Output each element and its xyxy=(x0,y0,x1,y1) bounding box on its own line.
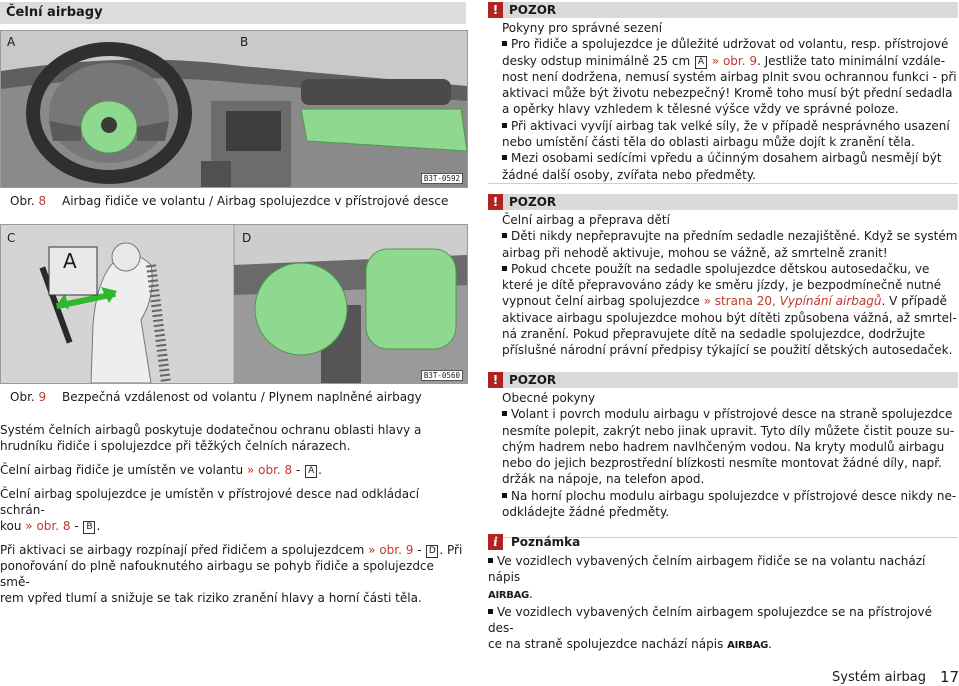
text: , xyxy=(772,294,780,309)
text: aktivaci může být životu nebezpečný! Kromě toho musí být přední sedadla xyxy=(502,86,953,101)
text: Ve vozidlech vybavených čelním airbagem řidiče se na volantu nachází nápis xyxy=(488,554,926,585)
bullet-icon xyxy=(502,411,507,416)
caption-text: Bezpečná vzdálenost od volantu / Plynem naplněné airbagy xyxy=(62,390,422,404)
figure-link[interactable]: » obr. 9 xyxy=(707,53,758,68)
text: a opěrky hlavy vzhledem k tělesné výšce vždy ve správné poloze. xyxy=(502,102,899,117)
warning-content xyxy=(488,18,958,184)
text: vypnout čelní airbag spolujezdce xyxy=(502,294,704,309)
note-content xyxy=(488,550,958,655)
text: které je dítě přepravováno zády ke směru jízdy, je bezpodmínečně nutné xyxy=(502,278,942,293)
note-title: Poznámka xyxy=(511,535,581,549)
text: kou xyxy=(0,519,26,533)
text: žádné další osoby, zvířata nebo předměty. xyxy=(502,167,756,182)
text: nost není dodržena, nemusí systém airbag plnit svou ochrannou funkci - při xyxy=(502,69,957,84)
caption-text: Airbag řidiče ve volantu / Airbag spolujezdce v přístrojové desce xyxy=(62,194,449,208)
figure-label-d: D xyxy=(242,231,252,245)
figure-inner-label-a: A xyxy=(63,249,77,273)
text: nebo umístění části těla do oblasti airbagu může dojít k zranění těla. xyxy=(502,135,915,150)
bullet-icon xyxy=(502,41,507,46)
dashboard-illustration xyxy=(1,31,467,187)
text: Čelní airbag řidiče je umístěn ve volantu xyxy=(0,463,247,477)
figure-label-b: B xyxy=(240,35,249,49)
figure-ref-box: A xyxy=(305,465,317,478)
figure-link[interactable]: » obr. 8 xyxy=(25,519,71,533)
text: - xyxy=(70,519,83,533)
figure-8-caption xyxy=(10,194,466,208)
warning-header xyxy=(488,2,958,18)
bullet-icon xyxy=(502,123,507,128)
info-icon: i xyxy=(488,534,503,550)
text: desky odstup minimálně 25 cm xyxy=(502,53,694,68)
warning-box-3 xyxy=(488,372,958,538)
paragraph-4 xyxy=(0,542,466,606)
caption-prefix: Obr. xyxy=(10,390,39,404)
text: chým hadrem nebo hadrem navlhčeným vodou. Na kryty modulů airbagu xyxy=(502,439,945,454)
text: aktivace airbagu spolujezdce mohou být dítěti způsobena vážná, až smrtel- xyxy=(502,310,957,325)
figure-label-a: A xyxy=(7,35,16,49)
figure-9 xyxy=(0,224,468,384)
text: Pro řidiče a spolujezdce je důležité udržovat od volantu, resp. přístrojové xyxy=(511,37,949,52)
figure-link[interactable]: » obr. 8 xyxy=(246,463,293,477)
text: Na horní plochu modulu airbagu spolujezdce v přístrojové desce nikdy ne- xyxy=(511,488,957,503)
exclamation-icon: ! xyxy=(488,194,503,210)
text: Při aktivaci se airbagy rozpínají před řidičem a spolujezdcem xyxy=(0,543,369,557)
text: Pokud chcete použít na sedadle spolujezdce dětskou autosedačku, ve xyxy=(511,261,930,276)
page-link[interactable]: » strana 20 xyxy=(703,294,773,309)
warning-content xyxy=(488,210,958,376)
caption-number: 8 xyxy=(38,194,47,208)
text: držák na nápoje, na telefon apod. xyxy=(502,472,705,487)
warning-subtitle: Obecné pokyny xyxy=(502,391,596,405)
caption-prefix: Obr. xyxy=(10,194,39,208)
text: airbag při nehodě aktivuje, mohou se vážně, až smrtelně zranit! xyxy=(502,245,888,260)
page-number: 17 xyxy=(940,668,959,686)
warning-title: POZOR xyxy=(509,373,557,387)
figure-ref-box: A xyxy=(695,56,707,69)
bullet-icon xyxy=(502,493,507,498)
paragraph-1: Systém čelních airbagů poskytuje dodatečnou ochranu oblasti hlavy a hrudníku řidiče i spolujezdce při těžkých čelních nárazech. xyxy=(0,423,422,453)
warning-title: POZOR xyxy=(509,195,557,209)
text: Volant i povrch modulu airbagu v přístrojové desce na straně spolujezdce xyxy=(511,407,953,422)
airbag-label: AIRBAG xyxy=(488,589,529,601)
paragraph-2 xyxy=(0,462,466,478)
text: ná zranění. Pokud přepravujete dítě na sedadle spolujezdce, dodržujte xyxy=(502,327,926,342)
text: Ve vozidlech vybavených čelním airbagem spolujezdce se na přístrojové des- xyxy=(488,604,932,636)
note-box xyxy=(488,534,958,655)
text: rem vpřed tlumí a snižuje se tak riziko zranění hlavy a horní části těla. xyxy=(0,591,422,605)
text: . Jestliže tato minimální vzdále- xyxy=(757,53,946,68)
section-header xyxy=(0,2,466,24)
text: . xyxy=(768,637,772,652)
warning-box-2 xyxy=(488,194,958,376)
bullet-icon xyxy=(502,155,507,160)
bullet-icon xyxy=(502,266,507,271)
page-link-title[interactable]: Vypínání airbagů xyxy=(779,294,882,309)
text: Děti nikdy nepřepravujte na předním sedadle nezajištěné. Když se systém xyxy=(511,229,958,244)
text: příslušné národní právní předpisy týkající se použití dětských autosedaček. xyxy=(502,343,953,358)
figure-ref-box: B xyxy=(83,521,95,534)
figure-9-caption xyxy=(10,390,466,404)
warning-header xyxy=(488,194,958,210)
text: Při aktivaci vyvíjí airbag tak velké síly, že v případě nesprávného usazení xyxy=(511,118,950,133)
warning-header xyxy=(488,372,958,388)
warning-content xyxy=(488,388,958,538)
figure-code: B3T-0592 xyxy=(421,173,463,184)
bullet-icon xyxy=(488,609,493,614)
warning-subtitle: Čelní airbag a přeprava dětí xyxy=(502,213,670,227)
body-text xyxy=(0,422,466,606)
exclamation-icon: ! xyxy=(488,372,503,388)
text: . V případě xyxy=(881,294,947,309)
figure-label-c: C xyxy=(7,231,16,245)
exclamation-icon: ! xyxy=(488,2,503,18)
note-header xyxy=(488,534,958,550)
text: nesmíte polepit, zakrýt nebo jinak upravit. Tyto díly můžete čistit pouze su- xyxy=(502,423,955,438)
text: - xyxy=(292,463,305,477)
figure-link[interactable]: » obr. 9 xyxy=(368,543,414,557)
warning-box-1 xyxy=(488,2,958,184)
text: ponořování do plně nafouknutého airbagu se pohyb řidiče a spolujezdce smě- xyxy=(0,559,434,589)
airbag-label: AIRBAG xyxy=(727,640,769,652)
paragraph-3 xyxy=(0,486,466,534)
text: - xyxy=(413,543,426,557)
text: . xyxy=(528,586,533,601)
text: odkládejte žádné předměty. xyxy=(502,505,670,520)
text: Mezi osobami sedícími vpředu a účinným dosahem airbagů nesmějí být xyxy=(511,151,942,166)
section-title: Čelní airbagy xyxy=(6,5,103,20)
text: ce na straně spolujezdce nachází nápis xyxy=(488,637,728,652)
figure-ref-box: D xyxy=(426,545,438,558)
footer-title: Systém airbag xyxy=(832,670,927,685)
text: . xyxy=(318,463,322,477)
text: Čelní airbag spolujezdce je umístěn v přístrojové desce nad odkládací schrán- xyxy=(0,487,420,517)
figure-code: B3T-0560 xyxy=(421,370,463,381)
caption-number: 9 xyxy=(38,390,47,404)
text: nebo do jejich bezprostřední blízkosti nesmíte montovat žádné díly, např. xyxy=(502,456,942,471)
bullet-icon xyxy=(502,233,507,238)
bullet-icon xyxy=(488,558,493,563)
text: . Při xyxy=(439,543,463,557)
warning-title: POZOR xyxy=(509,3,557,17)
text: . xyxy=(96,519,101,533)
warning-subtitle: Pokyny pro správné sezení xyxy=(502,21,663,35)
figure-8 xyxy=(0,30,468,188)
